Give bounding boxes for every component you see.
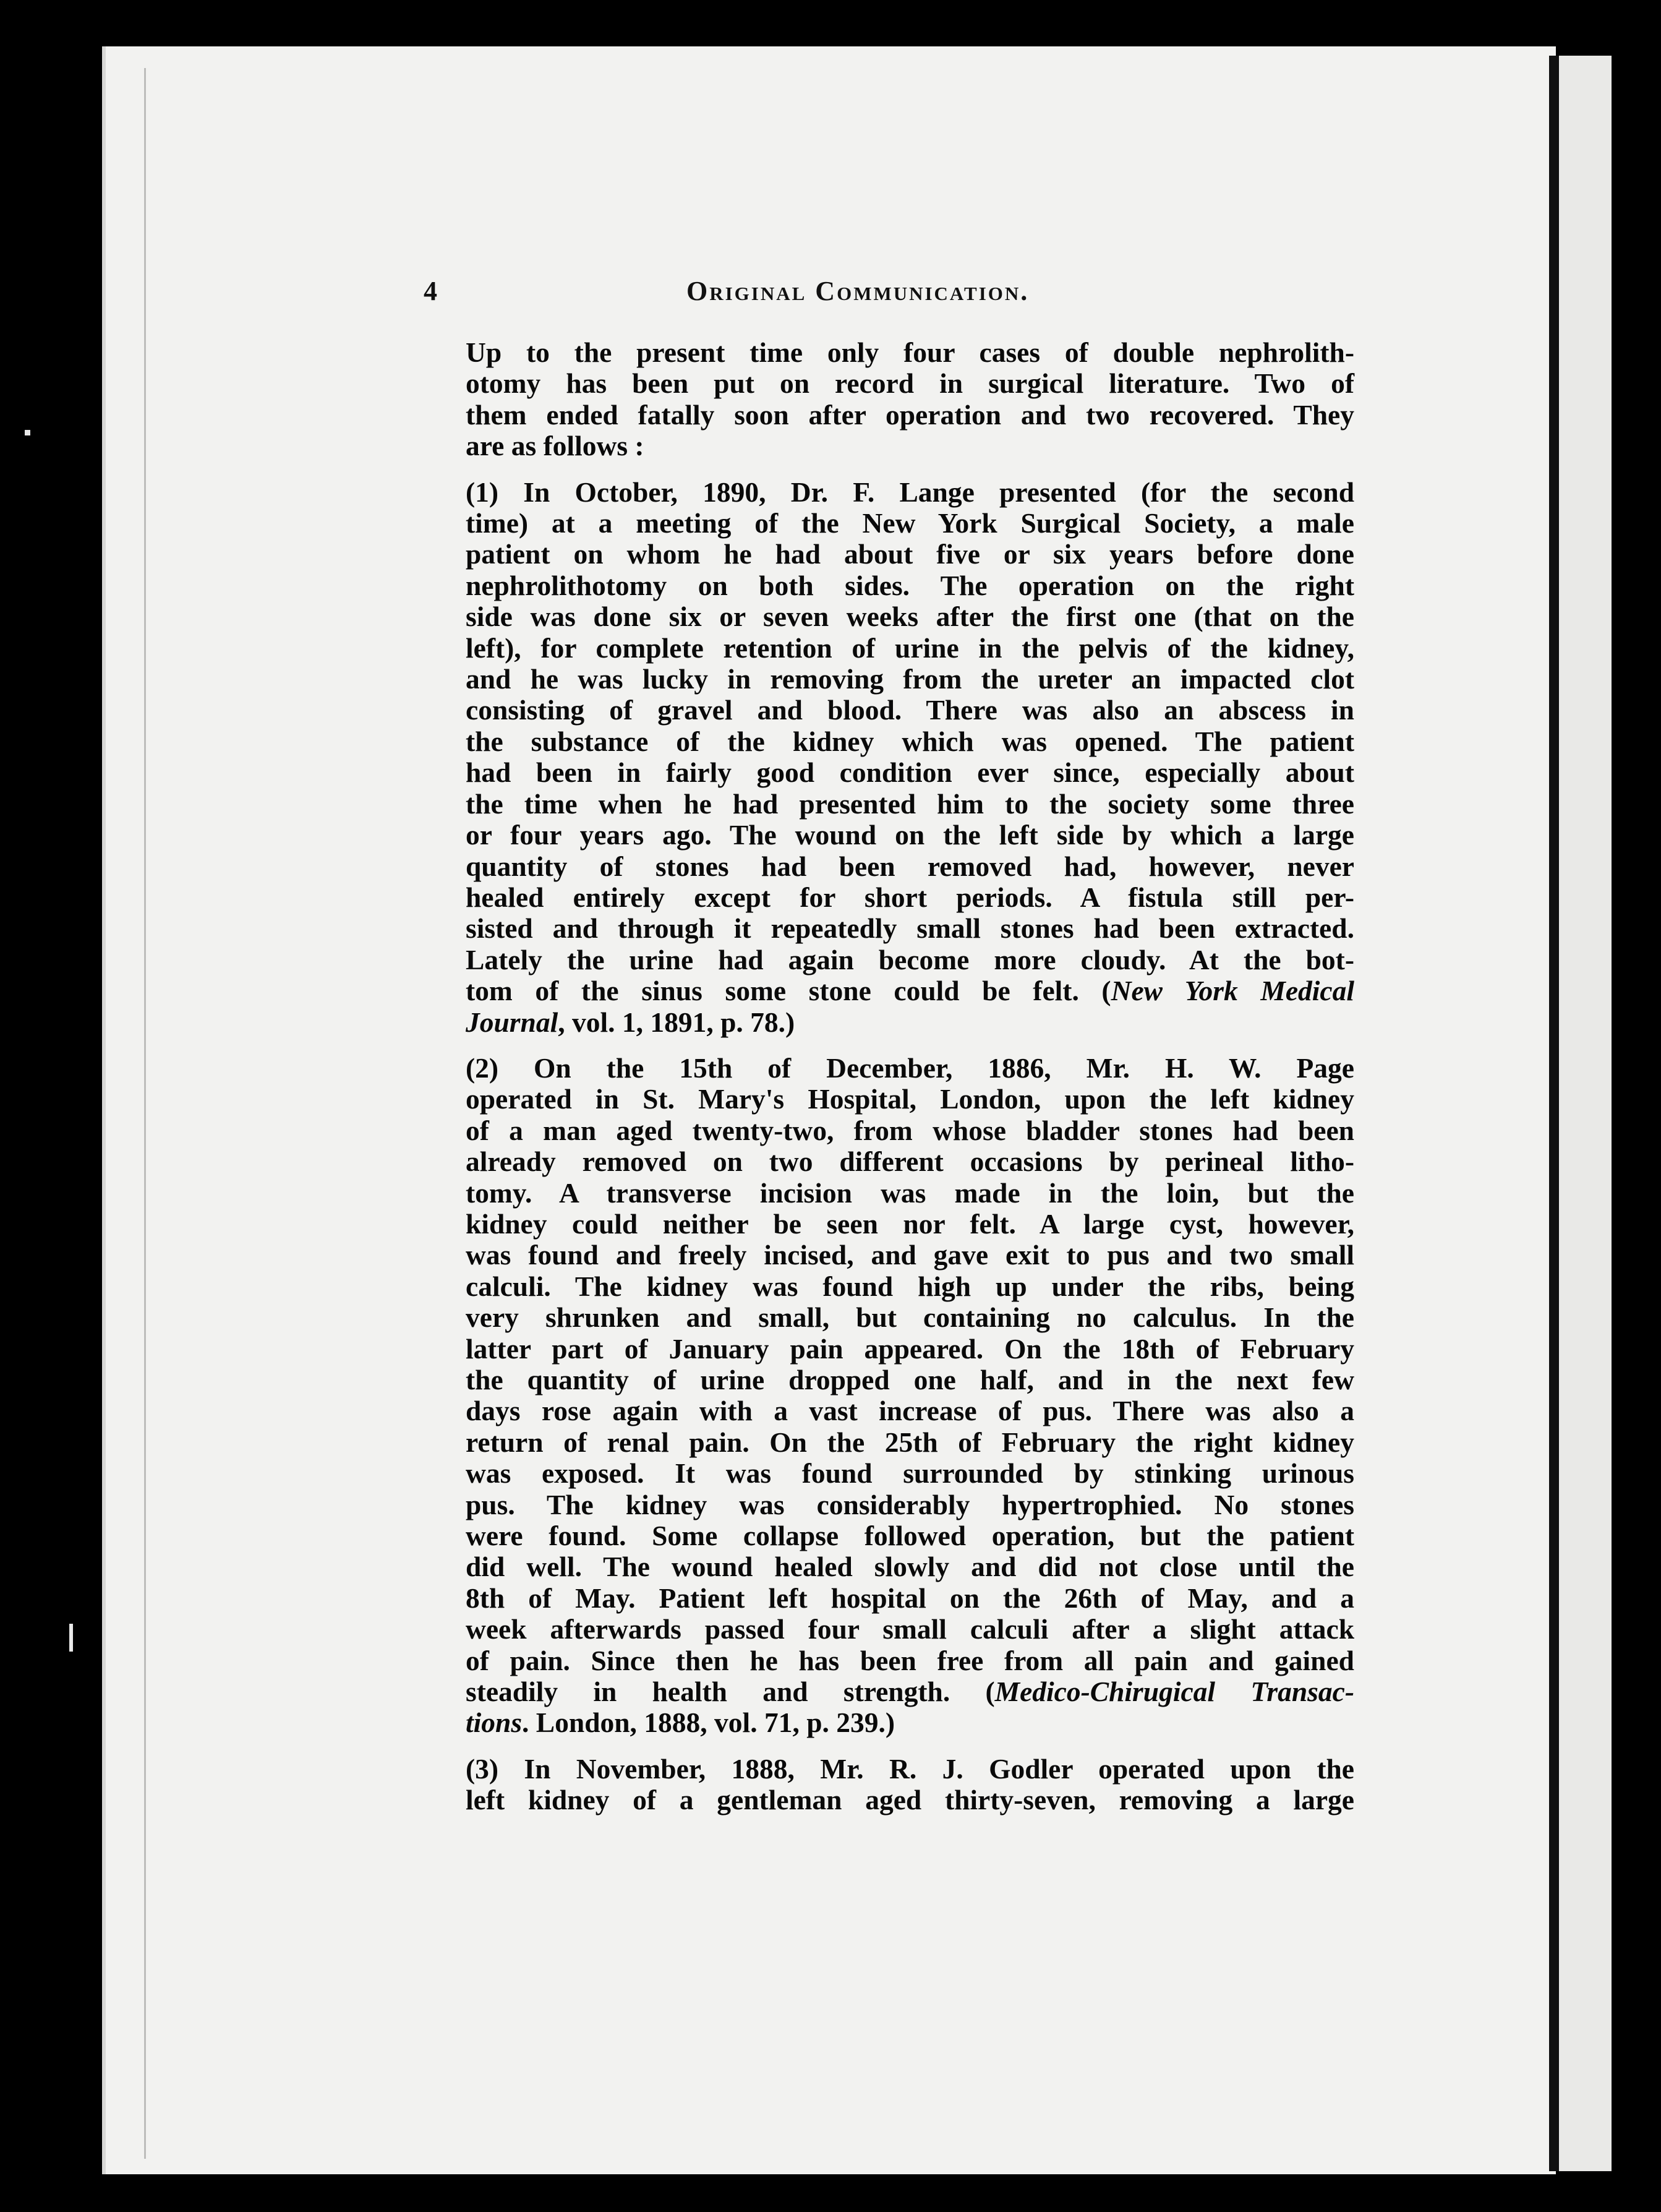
page-header (424, 275, 1351, 325)
body-text (424, 337, 1354, 1816)
text-line: otomy has been put on record in surgical literature. Two of (466, 367, 1354, 400)
text-line: tomy. A transverse incision was made in the loin, but the (466, 1177, 1354, 1209)
text-line: and he was lucky in removing from the ureter an impacted clot (466, 663, 1354, 695)
text-line: consisting of gravel and blood. There was also an abscess in (466, 694, 1354, 726)
page-gutter-shadow (1549, 56, 1559, 2171)
text-line: pus. The kidney was considerably hypertrophied. No stones (466, 1488, 1354, 1520)
text-line: latter part of January pain appeared. On the 18th of February (466, 1332, 1354, 1365)
text-line: Lately the urine had again become more cloudy. At the bot- (466, 943, 1354, 975)
text-line: already removed on two different occasions by perineal litho- (466, 1146, 1354, 1178)
page-fold-line (144, 68, 146, 2159)
text-line: did well. The wound healed slowly and did not close until the (466, 1551, 1354, 1583)
text-line: Up to the present time only four cases of double nephrolith- (466, 337, 1354, 368)
paragraph-intro (424, 337, 1354, 462)
text-line: healed entirely except for short periods. A fistula still per- (466, 881, 1354, 913)
text-line: nephrolithotomy on both sides. The operation on the right (466, 569, 1354, 601)
scan-speck (25, 430, 30, 435)
text-line: of a man aged twenty-two, from whose bladder stones had been (466, 1114, 1354, 1146)
text-line: the quantity of urine dropped one half, and in the next few (466, 1364, 1354, 1395)
paragraph-case-2 (424, 1053, 1354, 1739)
text-line: the substance of the kidney which was opened. The patient (466, 725, 1354, 757)
text-line: were found. Some collapse followed operation, but the patient (466, 1520, 1354, 1552)
text-line: tions. London, 1888, vol. 71, p. 239.) (466, 1707, 895, 1739)
citation-italic: tions (466, 1707, 523, 1739)
scan-speck (69, 1624, 73, 1652)
citation-italic: Journal (466, 1006, 558, 1038)
text-line: patient on whom he had about five or six years before done (466, 538, 1354, 570)
text-line: very shrunken and small, but containing no calculus. In the (466, 1301, 1354, 1334)
text-line: (1) In October, 1890, Dr. F. Lange presented (for the second (466, 476, 1354, 508)
text-line: days rose again with a vast increase of pus. There was also a (466, 1395, 1354, 1427)
text-line: operated in St. Mary's Hospital, London, upon the left kidney (466, 1083, 1354, 1115)
citation-italic: Medico-Chirugical Transac- (994, 1676, 1354, 1708)
text-line: or four years ago. The wound on the left side by which a large (466, 819, 1354, 851)
citation-italic: New York Medical (1111, 975, 1354, 1007)
text-line: the time when he had presented him to the society some three (466, 787, 1354, 820)
text-line: return of renal pain. On the 25th of February the right kidney (466, 1426, 1354, 1458)
text-line: was found and freely incised, and gave exit to pus and two small (466, 1239, 1354, 1271)
text-line: kidney could neither be seen nor felt. A large cyst, however, (466, 1207, 1354, 1240)
text-line: calculi. The kidney was found high up under the ribs, being (466, 1270, 1354, 1302)
text-line: week afterwards passed four small calculi after a slight attack (466, 1613, 1354, 1645)
next-page-edge (1559, 56, 1612, 2171)
text-line: sisted and through it repeatedly small stones had been extracted. (466, 912, 1354, 945)
text-line: (2) On the 15th of December, 1886, Mr. H. W. Page (466, 1052, 1354, 1084)
text-line: tom of the sinus some stone could be felt. (New York Medical (466, 975, 1354, 1007)
paragraph-case-1 (424, 477, 1354, 1038)
text-line: left), for complete retention of urine in the pelvis of the kidney, (466, 632, 1354, 664)
text-line: was exposed. It was found surrounded by stinking urinous (466, 1457, 1354, 1490)
text-line: left kidney of a gentleman aged thirty-seven, removing a large (466, 1784, 1354, 1816)
text-line: had been in fairly good condition ever since, especially about (466, 757, 1354, 789)
text-line: 8th of May. Patient left hospital on the 26th of May, and a (466, 1582, 1354, 1614)
text-line: quantity of stones had been removed had, however, never (466, 850, 1354, 882)
text-line: them ended fatally soon after operation and two recovered. They (466, 398, 1354, 431)
text-line: (3) In November, 1888, Mr. R. J. Godler operated upon the (466, 1752, 1354, 1785)
text-line: side was done six or seven weeks after the first one (that on the (466, 601, 1354, 633)
text-line: steadily in health and strength. (Medico-Chirugical Transac- (466, 1676, 1354, 1708)
text-line: Journal, vol. 1, 1891, p. 78.) (466, 1006, 795, 1038)
page-number: 4 (424, 276, 437, 306)
text-line: time) at a meeting of the New York Surgical Society, a male (466, 507, 1354, 539)
paragraph-case-3 (424, 1754, 1354, 1816)
text-line: of pain. Since then he has been free from all pain and gained (466, 1644, 1354, 1676)
text-line: are as follows : (466, 430, 644, 462)
running-head: Original Communication. (686, 276, 1030, 306)
